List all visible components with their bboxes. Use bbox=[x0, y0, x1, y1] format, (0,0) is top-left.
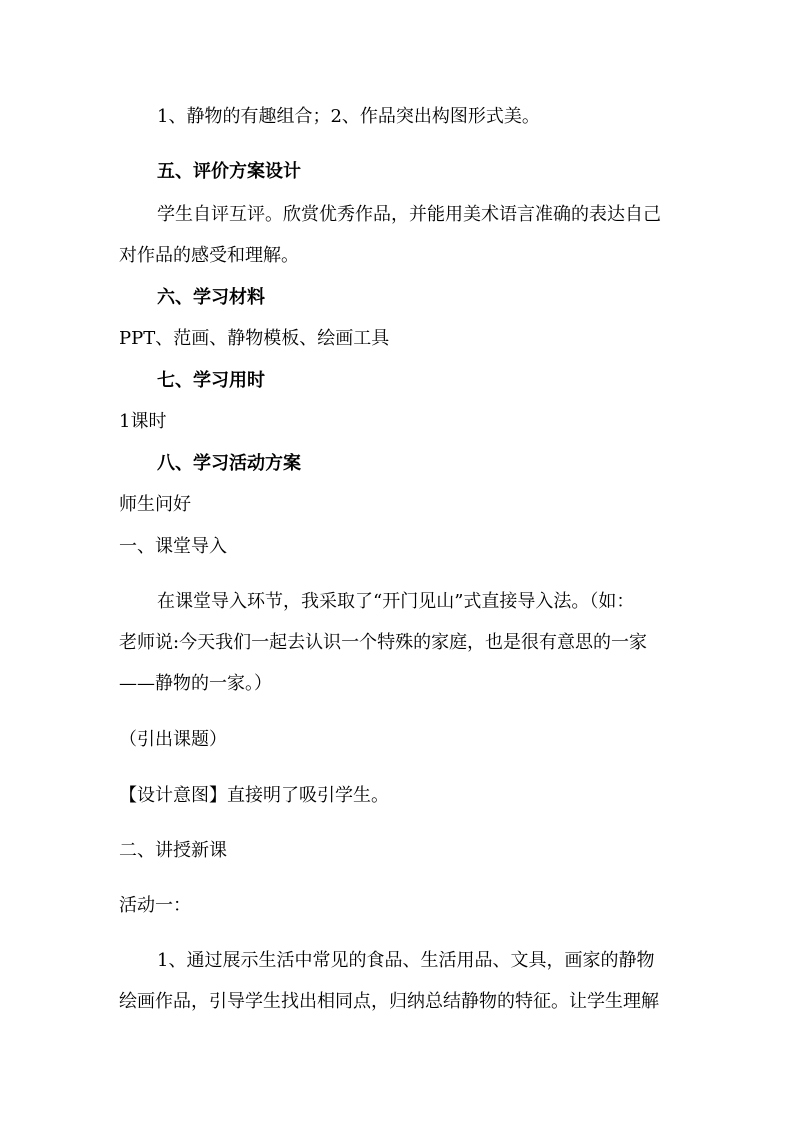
heading-classroom-introduction: 一、课堂导入 bbox=[119, 536, 227, 557]
paragraph-greeting: 师生问好 bbox=[119, 494, 191, 515]
paragraph-activity-line-2: 绘画作品，引导学生找出相同点，归纳总结静物的特征。让学生理解 bbox=[119, 991, 659, 1012]
heading-learning-materials: 六、学习材料 bbox=[157, 287, 265, 308]
paragraph-evaluation-line-1: 学生自评互评。欣赏优秀作品，并能用美术语言准确的表达自己 bbox=[157, 204, 661, 225]
paragraph-materials: PPT、范画、静物模板、绘画工具 bbox=[119, 328, 390, 349]
paragraph-activity-line-1: 1、通过展示生活中常见的食品、生活用品、文具，画家的静物 bbox=[157, 950, 655, 971]
paragraph-introduction-line-2: 老师说:今天我们一起去认识一个特殊的家庭，也是很有意思的一家 bbox=[119, 632, 648, 653]
paragraph-duration: 1课时 bbox=[119, 411, 167, 432]
paragraph-introduction-line-3: ——静物的一家。） bbox=[119, 673, 272, 694]
paragraph-activity-one: 活动一： bbox=[119, 895, 191, 916]
heading-evaluation-design: 五、评价方案设计 bbox=[157, 161, 301, 182]
heading-learning-duration: 七、学习用时 bbox=[157, 370, 265, 391]
paragraph-introduction-line-1: 在课堂导入环节，我采取了“开门见山”式直接导入法。（如： bbox=[157, 591, 635, 612]
heading-new-lesson: 二、讲授新课 bbox=[119, 840, 227, 861]
paragraph-design-intent: 【设计意图】直接明了吸引学生。 bbox=[119, 785, 389, 806]
paragraph-evaluation-line-2: 对作品的感受和理解。 bbox=[119, 245, 299, 266]
heading-activity-plan: 八、学习活动方案 bbox=[157, 453, 301, 474]
paragraph-composition: 1、静物的有趣组合；2、作品突出构图形式美。 bbox=[157, 106, 540, 127]
paragraph-topic: （引出课题） bbox=[119, 729, 227, 750]
